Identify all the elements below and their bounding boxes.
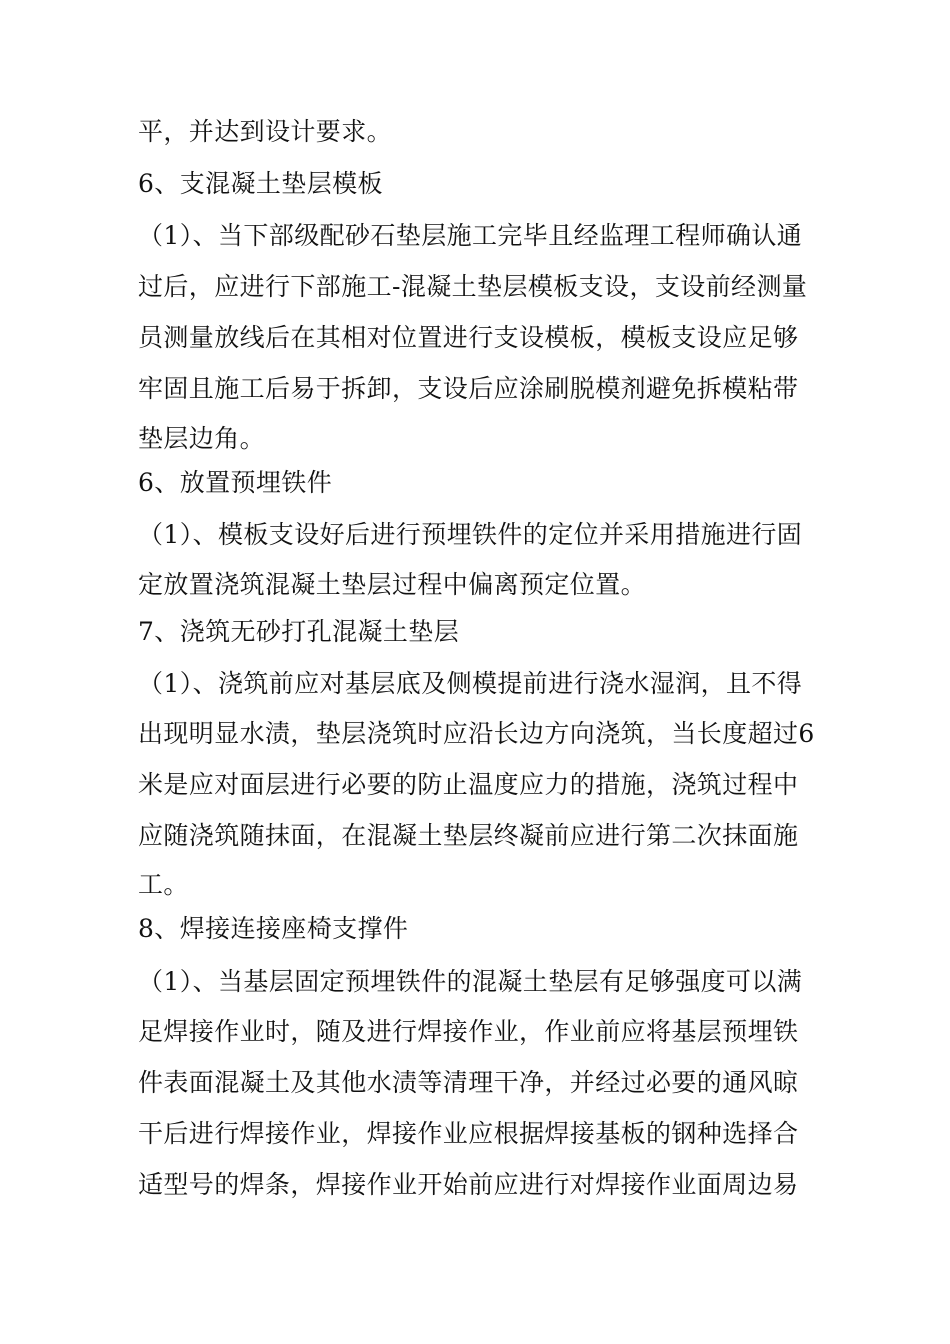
text-line: 定放置浇筑混凝土垫层过程中偏离预定位置。	[138, 570, 647, 599]
text-line: 牢固且施工后易于拆卸，支设后应涂刷脱模剂避免拆模粘带	[138, 374, 799, 403]
text-line: 垫层边角。	[138, 424, 266, 453]
text-line: 应随浇筑随抹面，在混凝土垫层终凝前应进行第二次抹面施	[138, 821, 799, 850]
text-line: 过后，应进行下部施工-混凝土垫层模板支设，支设前经测量	[138, 272, 808, 301]
section-heading: 7、浇筑无砂打孔混凝土垫层	[138, 617, 460, 646]
text-line: （1）、当基层固定预埋铁件的混凝土垫层有足够强度可以满	[138, 967, 803, 996]
text-line: 平，并达到设计要求。	[138, 117, 393, 146]
text-line: 适型号的焊条，焊接作业开始前应进行对焊接作业面周边易	[138, 1170, 799, 1199]
text-line: 出现明显水渍，垫层浇筑时应沿长边方向浇筑，当长度超过6	[138, 719, 815, 748]
text-line: （1）、模板支设好后进行预埋铁件的定位并采用措施进行固	[138, 520, 803, 549]
text-line: 件表面混凝土及其他水渍等清理干净，并经过必要的通风晾	[138, 1068, 799, 1097]
section-heading: 8、焊接连接座椅支撑件	[138, 914, 409, 943]
text-line: 米是应对面层进行必要的防止温度应力的措施，浇筑过程中	[138, 770, 799, 799]
section-heading: 6、放置预埋铁件	[138, 468, 333, 497]
text-line: （1）、浇筑前应对基层底及侧模提前进行浇水湿润，且不得	[138, 669, 803, 698]
text-line: 工。	[138, 870, 189, 899]
text-line: 足焊接作业时，随及进行焊接作业，作业前应将基层预埋铁	[138, 1017, 799, 1046]
text-line: 员测量放线后在其相对位置进行支设模板，模板支设应足够	[138, 323, 799, 352]
section-heading: 6、支混凝土垫层模板	[138, 169, 383, 198]
text-line: （1）、当下部级配砂石垫层施工完毕且经监理工程师确认通	[138, 221, 803, 250]
text-line: 干后进行焊接作业，焊接作业应根据焊接基板的钢种选择合	[138, 1119, 799, 1148]
